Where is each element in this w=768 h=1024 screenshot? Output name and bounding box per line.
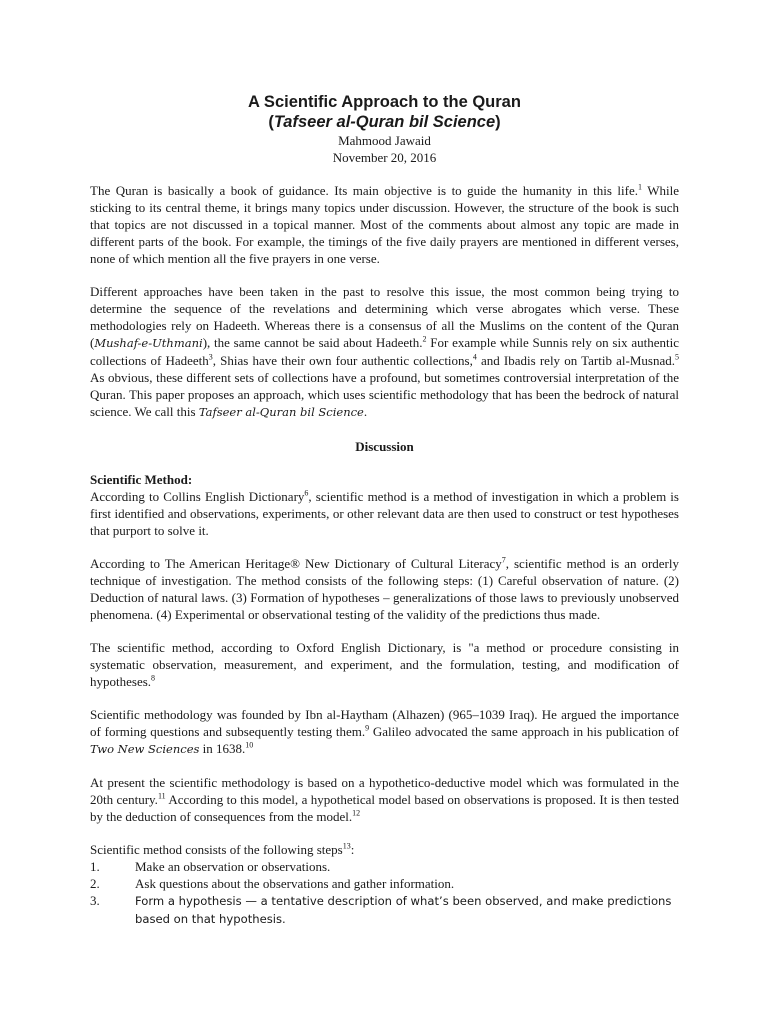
subtitle-italic: Tafseer al-Quran bil Science xyxy=(273,113,496,131)
author-name: Mahmood Jawaid xyxy=(338,133,431,148)
text-run: At present the scientific methodology is based on a hypothetico-deductive model which was formulated in the 20th century. xyxy=(90,775,679,807)
list-item-text: Make an observation or observations. xyxy=(135,859,331,874)
text-run: According to The American Heritage® New Dictionary of Cultural Literacy xyxy=(90,556,502,571)
footnote-ref: 5 xyxy=(674,352,679,362)
collins-definition-paragraph xyxy=(90,488,679,539)
text-run: : xyxy=(350,842,355,857)
discussion-heading: Discussion xyxy=(355,439,414,454)
text-run: For example while Sunnis rely on six authentic collections of Hadeeth xyxy=(90,335,679,368)
footnote-ref: 6 xyxy=(304,488,309,498)
intro-paragraph-2 xyxy=(90,283,679,421)
footnote-ref: 3 xyxy=(208,352,213,362)
subtitle-open-paren: ( xyxy=(268,113,274,131)
italic-term: Tafseer al-Quran bil Science xyxy=(198,405,364,419)
text-run: Scientific method consists of the following steps xyxy=(90,842,343,857)
text-run: According to this model, a hypothetical model based on observations is proposed. It is then tested by the deduction of consequences from the model. xyxy=(90,792,679,824)
list-item xyxy=(90,892,679,928)
footnote-ref: 9 xyxy=(365,723,370,733)
text-run: According to Collins English Dictionary xyxy=(90,489,305,504)
text-run: , scientific method is an orderly technique of investigation. The method consists of the following steps: (1) Careful observation of nature. (2) Deduction of natural laws. (3) Formation of hypotheses – generalizations of those laws to previously unobserved phenomena. (4) Experimental or observational testing of the validity of the predictions thus made. xyxy=(90,556,680,622)
list-item-number: 3. xyxy=(90,893,100,908)
steps-list xyxy=(90,858,679,928)
steps-intro xyxy=(90,841,679,858)
list-item xyxy=(90,858,679,875)
footnote-ref: 1 xyxy=(637,182,642,192)
list-item-text: Form a hypothesis — a tentative description of what’s been observed, and make predictions based on that hypothesis. xyxy=(135,894,672,926)
footnote-ref: 12 xyxy=(352,808,361,818)
footnote-ref: 7 xyxy=(501,555,506,565)
text-run: . xyxy=(363,404,368,419)
list-item-number: 2. xyxy=(90,876,100,891)
text-run: Different approaches have been taken in the past to resolve this issue, the most common being trying to determine the sequence of the revelations and determining which verse abrogates which verse. These methodologies rely on Hadeeth. Whereas there is a consensus of all the Muslims on the content of the Quran ( xyxy=(90,284,679,350)
subtitle-close-paren: ) xyxy=(495,113,501,131)
oxford-definition-paragraph xyxy=(90,639,679,690)
intro-paragraph-1 xyxy=(90,182,679,267)
italic-book-title: Two New Sciences xyxy=(90,742,200,756)
text-run: ), the same cannot be said about Hadeeth. xyxy=(202,335,423,350)
text-run: in 1638. xyxy=(199,741,246,756)
list-item xyxy=(90,875,679,892)
list-item-number: 1. xyxy=(90,859,100,874)
text-run: The scientific method, according to Oxford English Dictionary, is "a method or procedure consisting in systematic observation, measurement, and experiment, and the formulation, testing, and modification of hypotheses. xyxy=(90,640,679,689)
text-run: , Shias have their own four authentic collections, xyxy=(212,353,473,368)
footnote-ref: 10 xyxy=(245,740,254,750)
footnote-ref: 8 xyxy=(151,673,156,683)
text-run: The Quran is basically a book of guidance. Its main objective is to guide the humanity in this life. xyxy=(90,183,638,198)
footnote-ref: 2 xyxy=(422,334,427,344)
list-item-text: Ask questions about the observations and gather information. xyxy=(135,876,455,891)
hypothetico-deductive-paragraph xyxy=(90,774,679,825)
text-run: Scientific methodology was founded by Ibn al-Haytham (Alhazen) (965–1039 Iraq). He argued the importance of forming questions and subsequently testing them. xyxy=(90,707,679,739)
footnote-ref: 11 xyxy=(157,791,166,801)
publication-date: November 20, 2016 xyxy=(332,150,437,165)
american-heritage-paragraph xyxy=(90,555,679,623)
text-run: As obvious, these different sets of collections have a profound, but sometimes controversial interpretation of the Quran. This paper proposes an approach, which uses scientific methodology that has been the bedrock of natural science. We call this xyxy=(90,370,679,419)
ibn-al-haytham-paragraph xyxy=(90,706,679,758)
text-run: Galileo advocated the same approach in his publication of xyxy=(369,724,679,739)
footnote-ref: 4 xyxy=(472,352,477,362)
document-body xyxy=(90,93,679,928)
text-run: While sticking to its central theme, it brings many topics under discussion. However, the structure of the book is such that topics are not discussed in a topical manner. Most of the comments about almost any topic are made in different parts of the book. For example, the timings of the five daily prayers are mentioned in different verses, none of which mention all the five prayers in one verse. xyxy=(90,183,680,266)
section-heading-scientific-method: Scientific Method: xyxy=(90,472,193,487)
italic-term: Mushaf-e-Uthmani xyxy=(94,336,203,350)
text-run: and Ibadis rely on Tartib al-Musnad. xyxy=(476,353,675,368)
document-title: A Scientific Approach to the Quran xyxy=(248,93,521,111)
footnote-ref: 13 xyxy=(342,841,351,851)
document-subtitle xyxy=(90,112,679,132)
text-run: , scientific method is a method of investigation in which a problem is first identified and observations, experiments, or other relevant data are then used to construct or test hypotheses that purport to solve it. xyxy=(90,489,679,538)
